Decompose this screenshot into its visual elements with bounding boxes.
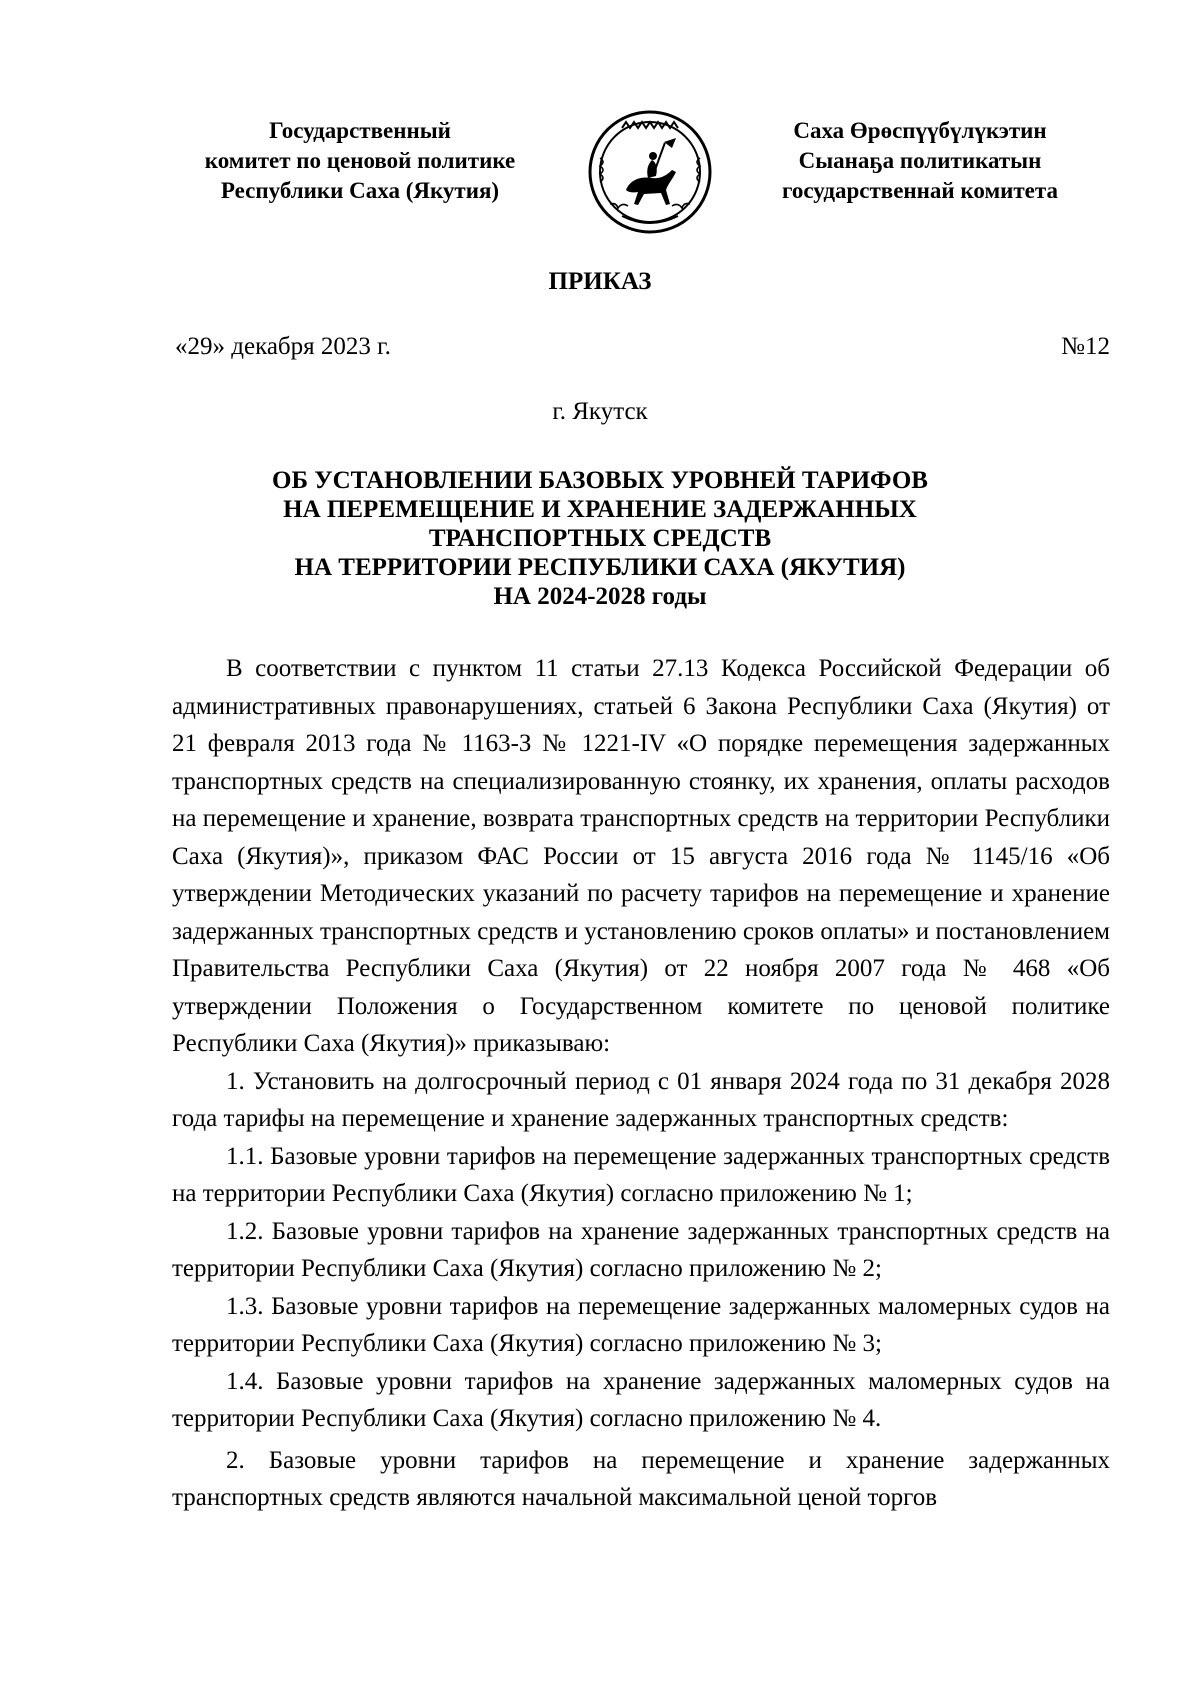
- coat-of-arms-emblem-icon: [586, 108, 714, 236]
- clause-1-3: 1.3. Базовые уровни тарифов на перемещение задержанных маломерных судов на территории Республики Саха (Якутия) согласно приложению № 3;: [172, 1292, 1110, 1357]
- issuer-name-yakut: [730, 116, 1110, 206]
- issuer-line: Саха Өрөспүүбүлүкэтин: [793, 118, 1047, 143]
- issuer-line: Республики Саха (Якутия): [220, 178, 500, 203]
- clause-1-4: 1.4. Базовые уровни тарифов на хранение задержанных маломерных судов на территории Республики Саха (Якутия) согласно приложению № 4.: [172, 1367, 1110, 1432]
- title-line: ОБ УСТАНОВЛЕНИИ БАЗОВЫХ УРОВНЕЙ ТАРИФОВ: [272, 467, 928, 494]
- clause-2: 2. Базовые уровни тарифов на перемещение и хранение задержанных транспортных средств являются начальной максимальной ценой торгов: [172, 1446, 1110, 1511]
- clause-1: 1. Установить на долгосрочный период с 01 января 2024 года по 31 декабря 2028 года тарифы на перемещение и хранение задержанных транспортных средств:: [172, 1067, 1110, 1132]
- document-date: «29» декабря 2023 г.: [175, 333, 391, 360]
- clause-1-1: 1.1. Базовые уровни тарифов на перемещение задержанных транспортных средств на территории Республики Саха (Якутия) согласно приложению № 1;: [172, 1142, 1110, 1207]
- document-header: [0, 116, 1200, 236]
- issuer-line: государственнай комитета: [782, 178, 1058, 203]
- document-title: [150, 466, 1050, 611]
- title-line: НА ПЕРЕМЕЩЕНИЕ И ХРАНЕНИЕ ЗАДЕРЖАННЫХ: [283, 496, 917, 523]
- document-body: [172, 650, 1110, 1517]
- title-line: ТРАНСПОРТНЫХ СРЕДСТВ: [428, 525, 772, 552]
- preamble-paragraph: В соответствии с пунктом 11 статьи 27.13 Кодекса Российской Федерации об административных правонарушениях, статьей 6 Закона Республики Саха (Якутия) от 21 февраля 2013 года № 1163-З № 1221-IV «О порядке перемещения задержанных транспортных средств на специализированную стоянку, их хранения, оплаты расходов на перемещение и хранение, возврата транспортных средств на территории Республики Саха (Якутия)», приказом ФАС России от 15 августа 2016 года № 1145/16 «Об утверждении Методических указаний по расчету тарифов на перемещение и хранение задержанных транспортных средств и установлению сроков оплаты» и постановлением Правительства Республики Саха (Якутия) от 22 ноября 2007 года № 468 «Об утверждении Положения о Государственном комитете по ценовой политике Республики Саха (Якутия)» приказываю:: [172, 655, 1110, 1057]
- title-line: НА 2024-2028 годы: [493, 583, 707, 610]
- issuer-line: комитет по ценовой политике: [204, 148, 516, 173]
- document-city: г. Якутск: [552, 398, 648, 425]
- clause-1-2: 1.2. Базовые уровни тарифов на хранение задержанных транспортных средств на территории Республики Саха (Якутия) согласно приложению № 2;: [172, 1217, 1110, 1282]
- title-line: НА ТЕРРИТОРИИ РЕСПУБЛИКИ САХА (ЯКУТИЯ): [294, 554, 906, 581]
- issuer-name-russian: [160, 116, 560, 206]
- issuer-line: Сыанаҕа политикатын: [798, 148, 1042, 173]
- document-type: ПРИКАЗ: [548, 268, 652, 295]
- document-number: №12: [1061, 333, 1110, 360]
- issuer-line: Государственный: [269, 118, 451, 143]
